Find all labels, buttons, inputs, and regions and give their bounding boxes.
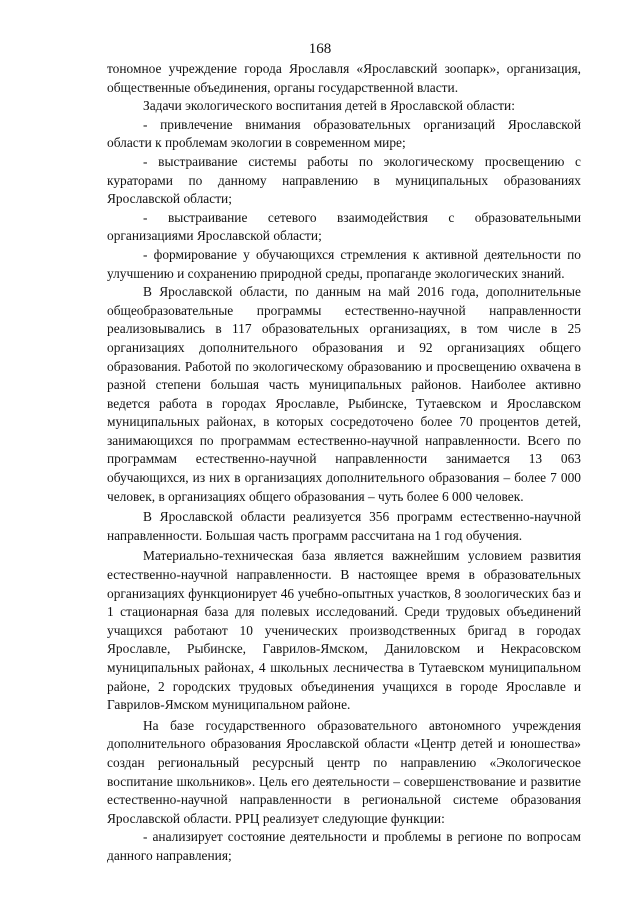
paragraph: На базе государственного образовательного автономного учреждения дополнительного образования Ярославской области «Центр детей и юношества» создан региональный ресурсный центр по направлению «Экологическое воспитание школьников». Цель его деятельности – совершенствование и развитие естественно-научной направленности в региональной системе образования Ярославской области. РРЦ реализует следующие функции: [107,717,581,826]
paragraph: В Ярославской области, по данным на май 2016 года, дополнительные общеобразовательные программы естественно-научной направленности реализовывались в 117 образовательных организациях, в том числе в 25 организациях дополнительного образования и 92 организациях общего образования. Работой по экологическому образованию и просвещению охвачена в разной степени большая часть муниципальных районов. Наиболее активно ведется работа в городах Ярославле, Рыбинске, Тутаевском и Ярославском муниципальных районах, в которых сосредоточено более 70 процентов детей, занимающихся по программам естественно-научной направленности. Всего по программам естественно-научной направленности занимается 13 063 обучающихся, из них в организациях дополнительного образования – более 7 000 человек, в организациях общего образования – чуть более 6 000 человек. [107,284,581,504]
list-item: - анализирует состояние деятельности и проблемы в регионе по вопросам данного направления; [107,829,581,863]
list-item: - формирование у обучающихся стремления к активной деятельности по улучшению и сохранению природной среды, пропаганде экологических знаний. [107,246,581,281]
page-number: 168 [308,41,332,57]
body-text [107,60,581,866]
list-item: - выстраивание системы работы по экологическому просвещению с кураторами по данному направлению в муниципальных образованиях Ярославской области; [107,153,581,207]
paragraph: В Ярославской области реализуется 356 программ естественно-научной направленности. Большая часть программ рассчитана на 1 год обучения. [107,509,581,543]
list-item: - выстраивание сетевого взаимодействия с образовательными организациями Ярославской области; [107,209,581,244]
list-item: - привлечение внимания образовательных организаций Ярославской области к проблемам экологии в современном мире; [107,116,581,151]
paragraph: Задачи экологического воспитания детей в Ярославской области: [143,98,515,114]
paragraph: Материально-техническая база является важнейшим условием развития естественно-научной направленности. В настоящее время в образовательных организациях функционирует 46 учебно-опытных участков, 8 зоологических баз и 1 стационарная база для полевых исследований. Среди трудовых объединений учащихся работают 10 ученических производственных бригад в городах Ярославле, Рыбинске, Гаврилов-Ямском, Даниловском и Некрасовском муниципальных районах, 4 школьных лесничества в Тутаевском муниципальном районе, 2 городских трудовых объединения учащихся в городе Ярославле и Гаврилов-Ямском муниципальном районе. [107,548,581,713]
paragraph: тономное учреждение города Ярославля «Ярославский зоопарк», организация, общественные объединения, органы государственной власти. [107,61,581,95]
